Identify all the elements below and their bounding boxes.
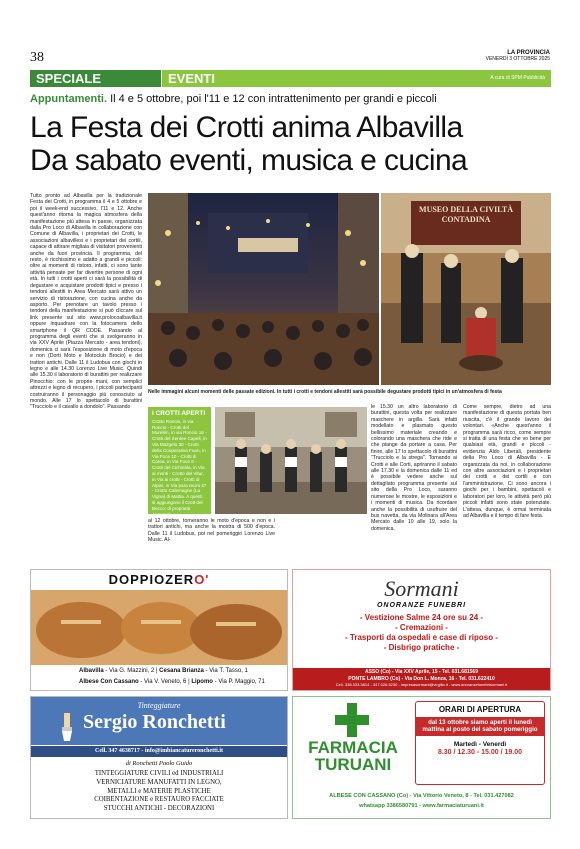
farmacia-days: Martedì - Venerdì (453, 740, 507, 748)
farmacia-notice: dal 13 ottobre siamo aperti il lunedì mattina al posto del sabato pomeriggio (416, 717, 544, 736)
headline-line-2: Da sabato eventi, musica e cucina (30, 144, 468, 177)
pharmacy-cross-icon (335, 703, 369, 737)
page-number: 38 (30, 50, 44, 65)
photo-sign-museum: MUSEO DELLA CIVILTÀ CONTADINA (419, 205, 513, 224)
info-box-crotti (148, 407, 211, 517)
ronchetti-owner: di Ronchetti Paolo Guido (125, 760, 193, 767)
section-label-eventi (162, 70, 551, 87)
doppiozero-logo (31, 570, 287, 590)
masthead-title: LA PROVINCIA (507, 50, 550, 56)
article-kicker (30, 93, 437, 105)
photo-festival-crowd (148, 193, 379, 385)
sormani-services: - Vestizione Salme 24 ore su 24 - - Cremazioni - - Trasporti da ospedali e case di riposo - - Disbrigo pratiche - (345, 613, 498, 652)
photo-caption: Nelle immagini alcuni momenti delle passate edizioni. In tutti i crotti e tendoni allestiti sarà possibile degustare prodotti tipici in un'atmosfera di festa (148, 389, 502, 395)
kicker-text: Il 4 e 5 ottobre, poi l'11 e 12 con intrattenimento per grandi e piccoli (110, 93, 437, 105)
farmacia-hours-title: ORARI DI APERTURA (438, 705, 522, 714)
section-eventi-text: EVENTI (168, 71, 215, 86)
doppiozero-brand-suffix: O' (194, 572, 210, 587)
paint-brush-icon (57, 713, 77, 741)
masthead-date: VENERDÌ 3 OTTOBRE 2025 (485, 56, 550, 62)
farmacia-address: ALBESE CON CASSANO (Co) - Via Vittorio Veneto, 8 - Tel. 031.427082 (329, 793, 514, 799)
farmacia-hours-box (415, 701, 545, 785)
doppiozero-bread-image (31, 590, 287, 665)
headline-line-1: La Festa dei Crotti anima Albavilla (30, 111, 463, 144)
farmacia-hours: 8.30 / 12.30 - 15.00 / 19.00 (437, 748, 523, 756)
sormani-footer: ASSO (Co) - Via XXV Aprile, 15 - Tel. 031.681569 PONTE LAMBRO (Co) - Via Don L. Monza, 16 - Tel. 031.622410 Cell. 338.333.3814 - 347.026.5230 - impresasormani@virgilio.it - www.onoranzefunebrisormani.it (293, 668, 550, 690)
ad-doppiozero (30, 569, 288, 691)
article-column-1: Tutto pronto ad Albavilla per la tradizionale Festa dei Crotti, in programma il 4 e 5 ottobre e poi il week-end successivo, l'11 e 12. Anche quest'anno ritorna la magica atmosfera della manifestazione più attesa in paese, organizzata dalla Pro Loco di Albavilla in collaborazione con Comune di Albavilla, i proprietari dei Crotti, le associazioni albavillesi e i proprietari dei cortili, capace di attirare migliaia di visitatori provenienti anche da fuori provincia. Il programma, del resto, è ricchissimo e adatto a grandi e piccoli: oltre ai momenti di ristoro, infatti, ci sono tante attività pensate per far divertire persone di ogni età. In tutti i crotti aperti ci sarà la possibilità di degustare e acquistare prodotti tipici e presso i tendoni allestiti in Area Mercato sarà attivo un servizio di ristorazione, con cucina anche da asporto. Per prenotare un tavolo presso i tendoni della manifestazione si può cliccare sul link presente sul sito www.prolocoalbavilla.it oppure inquadrare con la fotocamera dello smartphone il QR CODE. Passando al programma degli eventi che si svolgeranno in via XXV Aprile (Piazza Mercato - area tendoni), domenica ci sarà l'esposizione di moto d'epoca e non (Dorti Moto e Motoclub Brocio) e dei trattori antichi. Dalle 11 il Ludobus con giochi in legno e alle 14.30 Lorenzo Live Music. Quindi alle 15.30 il laboratorio di burattini per realizzare Pinocchio: con le proprie mani, con semplici attrezzi e legno di recupero, i piccoli partecipanti costruiranno il personaggio più conosciuto al mondo. Alle 17 lo spettacolo di burattini "Trucciolo e il cavallo a dondolo". Passando (30, 193, 142, 411)
ad-ronchetti (30, 696, 288, 819)
info-box-text: Crotto Roncio, in via Roncio - Crotti del Murelén, in via Roncio 16 - Crotti del Sentee Capell, in Via Mazgelo 30 - Crotti della Cooperativa Fuan, in Via Foce 10 - Crotti di Corea, in Via Foce 8 - Crotti del Cichinàla, in Via ai monti - Crotto del Vitur, in Via ai crotti - Crotti di Alpini, in Via para recini 47 - Crotto Calemagne (La Vigna) di Mattia. A questi si aggiungono il Crott del Becco: di proprietà comunale. (152, 418, 207, 517)
ronchetti-contact: Cell. 347 4638717 - info@imbiancatureronchetti.it (31, 746, 287, 757)
doppiozero-address-line-1: Albavilla - Via G. Mazzini, 2 | Cesana Brianza - Via T. Tasso, 1 (79, 668, 248, 674)
doppiozero-address-line-2: Albese Con Cassano - Via V. Veneto, 6 | Lipomo - Via P. Maggio, 71 (79, 679, 265, 685)
doppiozero-brand: DOPPIOZER (108, 572, 195, 587)
farmacia-whatsapp: whatsapp 3386580791 - www.farmaciaturuani.it (359, 803, 484, 809)
masthead (486, 50, 550, 62)
photo-dancers (215, 407, 367, 514)
sponsor-note: A cura di SPM Pubblicità (490, 75, 545, 81)
sormani-name: Sormani (384, 576, 459, 601)
article-column-4: Come sempre, dietro ad una manifestazione di questa portata ben riuscita, c'è il grande lavoro dei volontari. «Anche quest'anno il programma sarà ricco, come sempre si tratta di una festa che vo bene per qualsiasi età, grandi e piccoli - evidenzia Aldo Liberali, presidente della Pro Loco di Albavilla - E organizzata da noi, in collaborazione con altre associazioni e i proprietari dei crotti e dei cortili e con l'amministrazione. Ci sono ancora i giochi per i bambini, spettacoli e laboratori per loro, le attività però più piccoli infatti sono state potenziate. L'attesa, dunque, è ormai terminata ad Albavilla e il tempo di fare festa. (463, 404, 551, 519)
sormani-subtitle: ONORANZE FUNEBRI (376, 602, 467, 609)
farmacia-name: FARMACIA TURUANI (308, 738, 398, 774)
info-box-title: I CROTTI APERTI (152, 410, 206, 417)
article-column-mid: al 12 ottobre, torneranno le moto d'epoca e non e i trattori antichi, ma anche la mostra di 500 d'epoca. Dalle 11 il Ludobus, poi nel pomeriggio Lorenzo Live Music. Al- (148, 518, 275, 544)
section-label-speciale: SPECIALE (30, 70, 161, 87)
headline (30, 111, 555, 177)
ad-farmacia-turuani (292, 696, 551, 819)
ronchetti-name: Sergio Ronchetti (83, 711, 226, 733)
ronchetti-top: Tinteggiature (137, 701, 181, 710)
photo-costumed-people (381, 193, 551, 385)
article-column-3: le 15.30 un altro laboratorio di burattini, questa volta per realizzare maschere in argilla. Sarà infatti modellato e plasmato questo bellissimo materiale creando e colorando una maschera che ride e che piange da portare a casa. Per finire, alle 17 lo spettacolo di burattini "Trucciolo e la strega". Tornando ai Crotti e alle Corti, apriranno il sabato alle 17.30 e la domenica dalle 11 ed è possibile vedere anche sul dettagliato programma presente sul sito della Pro Loco, saranno numerose le mostre, le esposizioni e i momenti di musica. Da ricordare anche la possibilità di usufruire del bus navetta, da via Molinara all'Area Mercato dalle 10 alle 19, solo la domenica. (371, 404, 457, 532)
ad-sormani (292, 569, 551, 691)
kicker-label: Appuntamenti. (30, 93, 107, 105)
ronchetti-services: TINTEGGIATURE CIVILI ed INDUSTRIALI VERNICIATURE MANUFATTI IN LEGNO, METALLI e MATERIE PLASTICHE COIBENTAZIONE e RESTAURO FACCIATE STUCCHI ANTICHI - DECORAZIONI (94, 770, 224, 813)
